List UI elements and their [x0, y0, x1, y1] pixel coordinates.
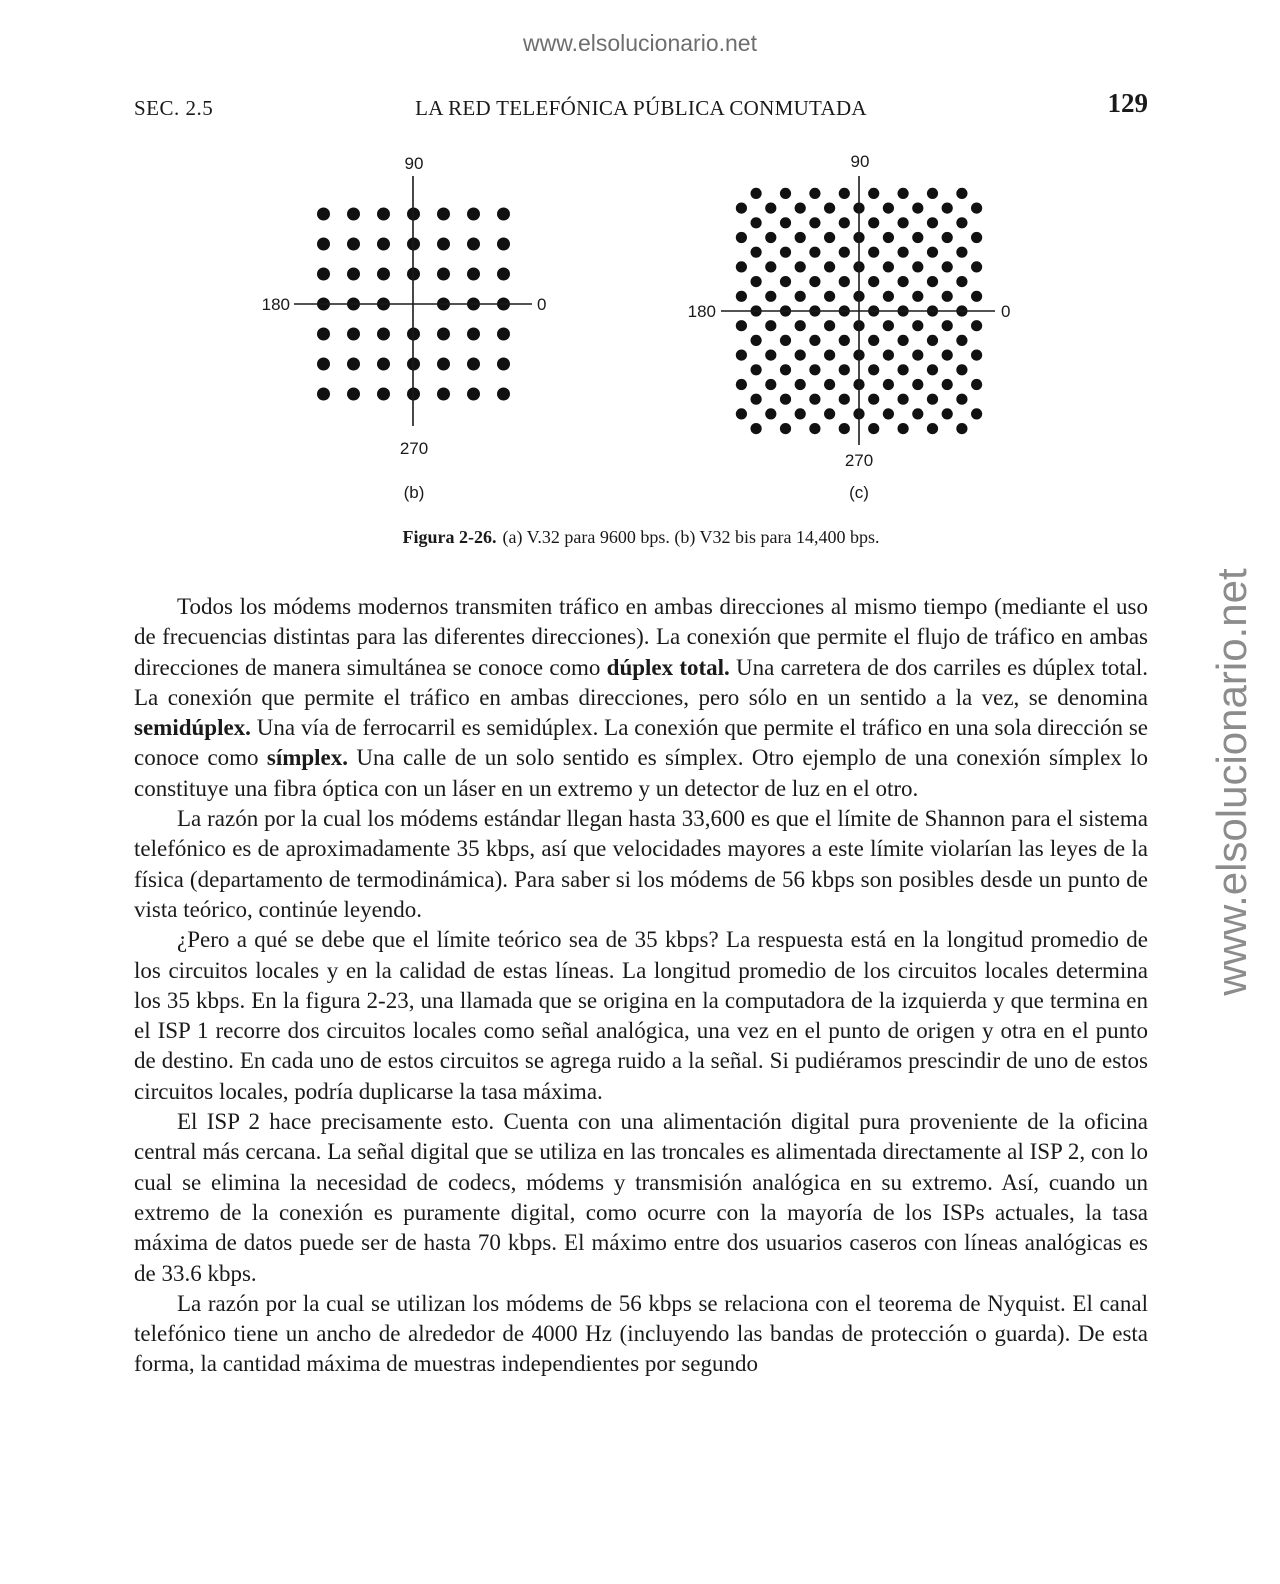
constellation-point [956, 335, 967, 346]
constellation-point [824, 291, 835, 302]
constellation-point [795, 408, 806, 419]
constellation-point [751, 217, 762, 228]
watermark-side: www.elsolucionario.net [1208, 568, 1255, 996]
constellation-point [883, 408, 894, 419]
constellation-point [912, 291, 923, 302]
constellation-point [927, 335, 938, 346]
constellation-point [751, 188, 762, 199]
paragraph [134, 804, 1148, 925]
constellation-point [824, 320, 835, 331]
constellation-point [736, 379, 747, 390]
constellation-point [898, 394, 909, 405]
diagram-label-c: (c) [849, 483, 869, 502]
constellation-point [795, 320, 806, 331]
section-number: SEC. 2.5 [134, 96, 214, 120]
constellation-point [898, 335, 909, 346]
constellation-point [883, 203, 894, 214]
constellation-point [437, 358, 450, 371]
constellation-point [839, 247, 850, 258]
constellation-point [824, 203, 835, 214]
constellation-point [736, 408, 747, 419]
constellation-point [765, 203, 776, 214]
constellation-point [912, 408, 923, 419]
constellation-point [377, 358, 390, 371]
constellation-point [780, 276, 791, 287]
constellation-point [868, 423, 879, 434]
axis-label-90: 90 [404, 154, 424, 173]
constellation-point [971, 261, 982, 272]
constellation-point [437, 328, 450, 341]
constellation-point [780, 247, 791, 258]
constellation-figure [0, 0, 1280, 520]
constellation-point [942, 320, 953, 331]
constellation-point [868, 394, 879, 405]
constellation-point [751, 364, 762, 375]
constellation-point [898, 247, 909, 258]
constellation-point [809, 364, 820, 375]
constellation-point [971, 291, 982, 302]
constellation-point [942, 291, 953, 302]
constellation-point [868, 364, 879, 375]
constellation-point [809, 247, 820, 258]
constellation-point [736, 232, 747, 243]
constellation-point [927, 247, 938, 258]
constellation-point [971, 408, 982, 419]
axis-label-0: 0 [1001, 302, 1011, 321]
constellation-point [317, 328, 330, 341]
constellation-point [942, 261, 953, 272]
constellation-point [765, 232, 776, 243]
constellation-point [809, 276, 820, 287]
text-run: Una carretera de dos carriles es dúplex total. La conexión que permite el tráfico en ambas direcciones, pero sólo en un sentido a la vez, se denomina [134, 654, 1148, 710]
constellation-point [898, 364, 909, 375]
constellation-point [377, 388, 390, 401]
constellation-point [795, 350, 806, 361]
text-run: La razón por la cual los módems estándar llegan hasta 33,600 es que el límite de Shannon para el sistema telefónico es de aproximadamente 35 kbps, así que velocidades mayores a este límite violarían las leyes de la física (departamento de termodinámica). Para saber si los módems de 56 kbps son posibles desde un punto de vista teórico, continúe leyendo. [134, 806, 1148, 922]
constellation-point [317, 238, 330, 251]
constellation-point [927, 394, 938, 405]
constellation-point [780, 394, 791, 405]
axis-label-90: 90 [850, 152, 870, 171]
constellation-point [795, 203, 806, 214]
constellation-point [956, 217, 967, 228]
constellation-point [912, 320, 923, 331]
constellation-point [868, 188, 879, 199]
constellation-point [956, 423, 967, 434]
constellation-point [912, 379, 923, 390]
constellation-point [497, 388, 510, 401]
constellation-point [437, 268, 450, 281]
constellation-point [839, 217, 850, 228]
axis-label-270: 270 [844, 451, 874, 470]
constellation-point [437, 388, 450, 401]
constellation-point [883, 379, 894, 390]
constellation-point [883, 291, 894, 302]
constellation-point [347, 238, 360, 251]
constellation-point [467, 268, 480, 281]
constellation-point [751, 247, 762, 258]
constellation-point [437, 208, 450, 221]
constellation-point [971, 379, 982, 390]
constellation-point [317, 268, 330, 281]
text-run: Una vía de ferrocarril es semidúplex. La conexión que permite el tráfico en una sola dirección se conoce como [134, 715, 1148, 771]
text-run: El ISP 2 hace precisamente esto. Cuenta con una alimentación digital pura proveniente de la oficina central más cercana. La señal digital que se utiliza en las troncales es alimentada directamente al ISP 2, con lo cual se elimina la necesidad de codecs, módems y transmisión analógica en su extremo. Así, cuando un extremo de la conexión es puramente digital, como ocurre con la mayoría de los ISPs actuales, la tasa máxima de datos puede ser de hasta 70 kbps. El máximo entre dos usuarios caseros con líneas analógicas es de 33.6 kbps. [134, 1109, 1148, 1286]
constellation-point [377, 268, 390, 281]
constellation-point [956, 276, 967, 287]
constellation-point [883, 232, 894, 243]
constellation-point [927, 423, 938, 434]
constellation-point [736, 203, 747, 214]
constellation-point [868, 276, 879, 287]
constellation-point [780, 217, 791, 228]
constellation-point [765, 320, 776, 331]
caption-text: (a) V.32 para 9600 bps. (b) V32 bis para 14,400 bps. [502, 527, 880, 547]
constellation-point [467, 358, 480, 371]
constellation-point [377, 328, 390, 341]
constellation-point [956, 247, 967, 258]
constellation-point [868, 217, 879, 228]
text-run: La razón por la cual se utilizan los módems de 56 kbps se relaciona con el teorema de Nyquist. El canal telefónico tiene un ancho de alrededor de 4000 Hz (incluyendo las bandas de protección o guarda). De esta forma, la cantidad máxima de muestras independientes por segundo [134, 1290, 1148, 1377]
constellation-point [497, 208, 510, 221]
axis-label-180: 180 [687, 302, 716, 321]
constellation-point [317, 358, 330, 371]
constellation-point [883, 320, 894, 331]
constellation-point [912, 203, 923, 214]
constellation-point [839, 188, 850, 199]
constellation-point [971, 203, 982, 214]
constellation-point [736, 261, 747, 272]
constellation-diagram-c [688, 152, 1011, 502]
axis-label-180: 180 [261, 295, 290, 314]
constellation-point [497, 358, 510, 371]
constellation-point [898, 217, 909, 228]
axis-label-270: 270 [399, 439, 429, 458]
constellation-point [317, 208, 330, 221]
constellation-point [809, 394, 820, 405]
constellation-point [942, 350, 953, 361]
constellation-point [795, 291, 806, 302]
page-number: 129 [1107, 88, 1148, 118]
constellation-point [751, 335, 762, 346]
constellation-point [971, 350, 982, 361]
constellation-point [751, 394, 762, 405]
constellation-point [824, 379, 835, 390]
constellation-point [956, 364, 967, 375]
constellation-point [898, 188, 909, 199]
constellation-point [912, 350, 923, 361]
constellation-point [765, 291, 776, 302]
constellation-point [809, 335, 820, 346]
constellation-point [765, 261, 776, 272]
constellation-point [751, 423, 762, 434]
constellation-point [883, 261, 894, 272]
constellation-point [795, 379, 806, 390]
constellation-point [912, 232, 923, 243]
constellation-point [868, 335, 879, 346]
constellation-point [898, 423, 909, 434]
constellation-point [467, 388, 480, 401]
constellation-point [839, 276, 850, 287]
text-run: ¿Pero a qué se debe que el límite teórico sea de 35 kbps? La respuesta está en la longitud promedio de los circuitos locales y en la calidad de estas líneas. La longitud promedio de los circuitos locales determina los 35 kbps. En la figura 2-23, una llamada que se origina en la computadora de la izquierda y que termina en el ISP 1 recorre dos circuitos locales como señal analógica, una vez en el punto de origen y otra en el punto de destino. En cada uno de estos circuitos se agrega ruido a la señal. Si pudiéramos prescindir de uno de estos circuitos locales, podría duplicarse la tasa máxima. [134, 927, 1148, 1104]
constellation-point [347, 268, 360, 281]
constellation-point [795, 261, 806, 272]
constellation-point [497, 268, 510, 281]
paragraph [134, 1107, 1148, 1289]
constellation-point [467, 208, 480, 221]
constellation-point [317, 388, 330, 401]
paragraph [134, 592, 1148, 804]
body-text [134, 592, 1148, 1380]
constellation-point [780, 423, 791, 434]
constellation-point [497, 238, 510, 251]
constellation-point [780, 364, 791, 375]
paragraph [134, 1289, 1148, 1380]
constellation-point [467, 238, 480, 251]
constellation-point [898, 276, 909, 287]
constellation-point [942, 232, 953, 243]
constellation-point [736, 291, 747, 302]
paragraph [134, 925, 1148, 1107]
constellation-point [437, 238, 450, 251]
constellation-point [942, 408, 953, 419]
constellation-point [824, 261, 835, 272]
text-run: Una calle de un solo sentido es símplex. Otro ejemplo de una conexión símplex lo constituye una fibra óptica con un láser en un extremo y un detector de luz en el otro. [134, 745, 1148, 801]
constellation-point [839, 394, 850, 405]
constellation-point [795, 232, 806, 243]
constellation-point [347, 358, 360, 371]
constellation-point [868, 247, 879, 258]
constellation-point [824, 408, 835, 419]
constellation-point [839, 423, 850, 434]
constellation-point [377, 208, 390, 221]
constellation-point [839, 364, 850, 375]
constellation-point [377, 238, 390, 251]
constellation-point [467, 328, 480, 341]
constellation-point [780, 188, 791, 199]
constellation-point [927, 217, 938, 228]
constellation-point [809, 217, 820, 228]
constellation-diagram-b [262, 154, 547, 502]
constellation-point [956, 394, 967, 405]
constellation-point [765, 379, 776, 390]
constellation-point [839, 335, 850, 346]
constellation-point [942, 379, 953, 390]
watermark-top: www.elsolucionario.net [523, 30, 757, 56]
constellation-point [347, 328, 360, 341]
constellation-point [971, 232, 982, 243]
constellation-point [751, 276, 762, 287]
axis-label-0: 0 [537, 295, 547, 314]
constellation-point [927, 364, 938, 375]
figure-caption [134, 527, 1148, 548]
constellation-point [824, 232, 835, 243]
constellation-point [927, 276, 938, 287]
constellation-point [497, 328, 510, 341]
constellation-point [347, 208, 360, 221]
constellation-point [809, 423, 820, 434]
constellation-point [765, 408, 776, 419]
constellation-point [824, 350, 835, 361]
constellation-point [736, 350, 747, 361]
constellation-point [927, 188, 938, 199]
constellation-point [347, 388, 360, 401]
constellation-point [736, 320, 747, 331]
constellation-point [912, 261, 923, 272]
constellation-point [956, 188, 967, 199]
diagram-label-b: (b) [403, 483, 425, 502]
bold-term: semidúplex. [134, 715, 251, 741]
constellation-point [809, 188, 820, 199]
constellation-point [780, 335, 791, 346]
running-title: LA RED TELEFÓNICA PÚBLICA CONMUTADA [415, 96, 867, 120]
constellation-point [942, 203, 953, 214]
constellation-point [883, 350, 894, 361]
constellation-point [971, 320, 982, 331]
text-run: Todos los módems modernos transmiten tráfico en ambas direcciones al mismo tiempo (mediante el uso de frecuencias distintas para las diferentes direcciones). La conexión que permite el flujo de tráfico en ambas direcciones de manera simultánea se conoce como [134, 594, 1148, 680]
constellation-point [765, 350, 776, 361]
bold-term: símplex. [266, 745, 349, 771]
caption-label: Figura 2-26. [402, 527, 497, 547]
bold-term: dúplex total. [606, 654, 730, 680]
